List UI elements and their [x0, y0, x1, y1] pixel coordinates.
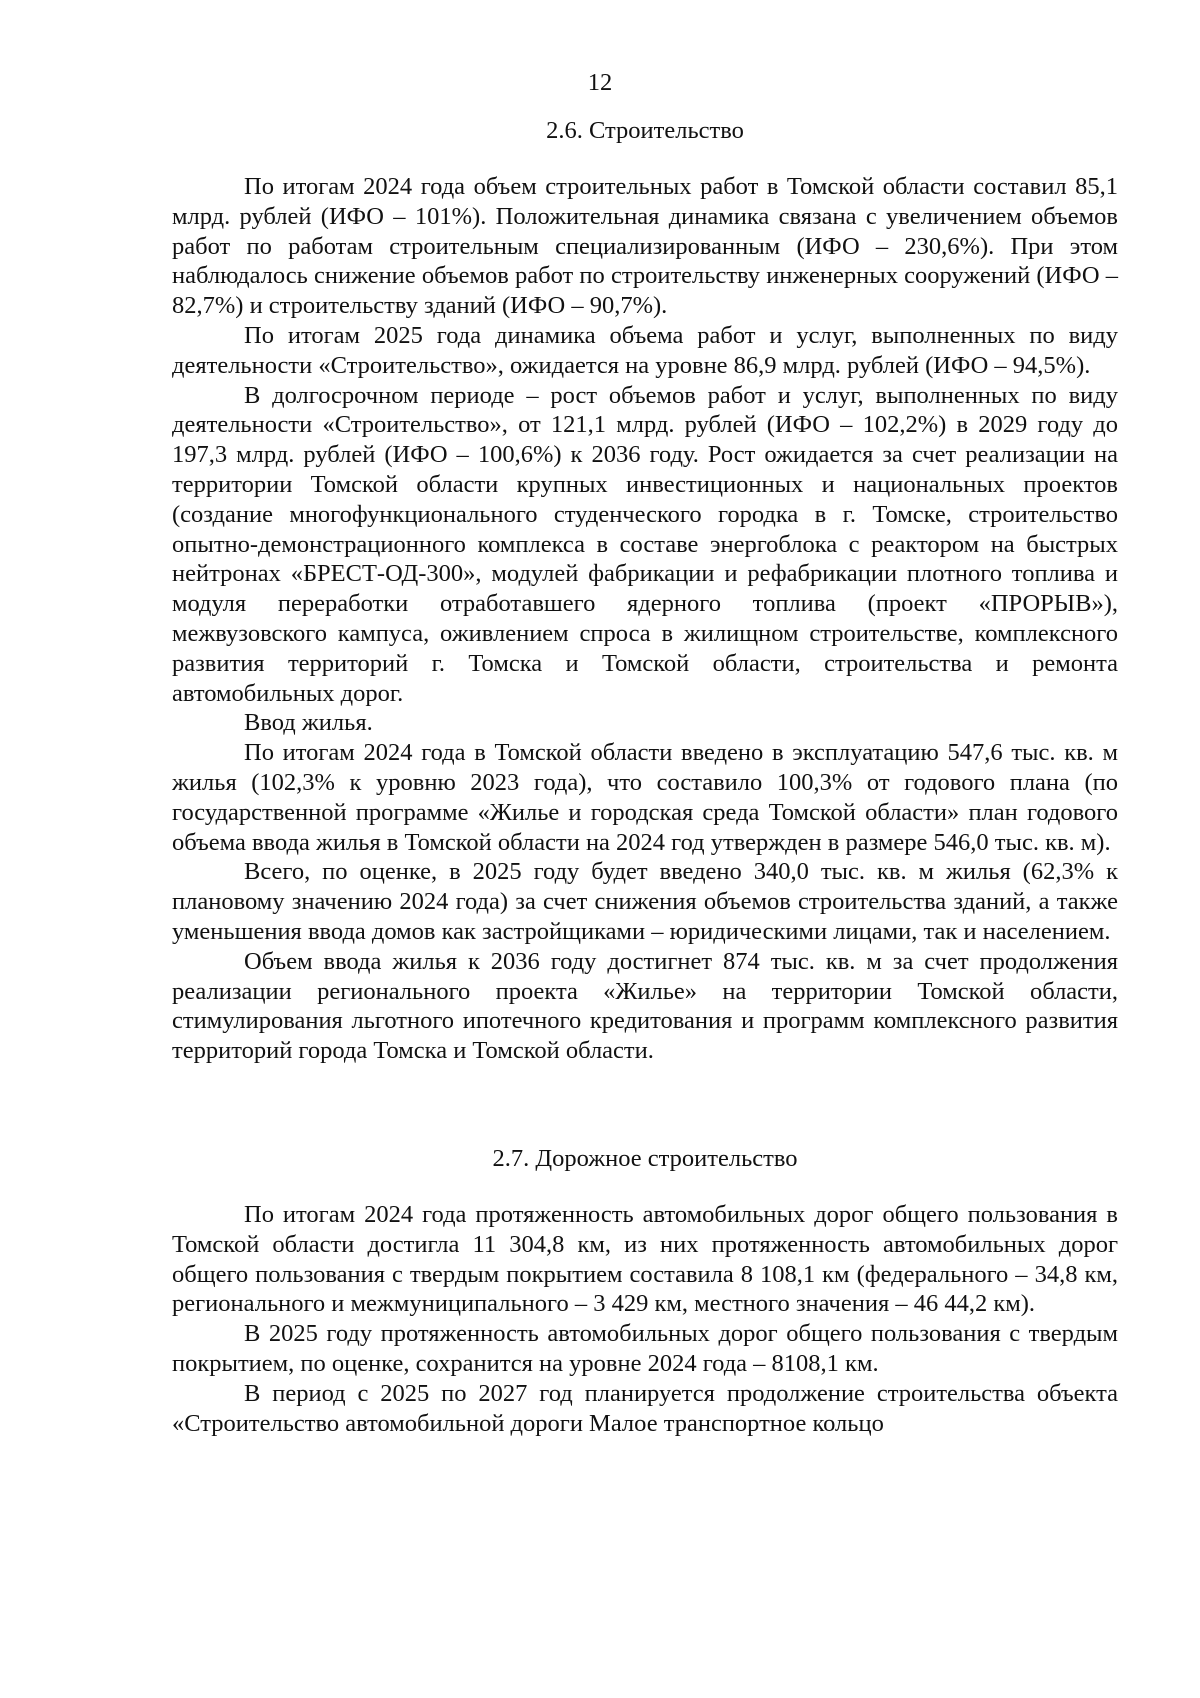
paragraph: По итогам 2024 года в Томской области введено в эксплуатацию 547,6 тыс. кв. м жилья (102,3% к уровню 2023 года), что составило 100,3% от годового плана (по государственной программе «Жилье и городская среда Томской области» план годового объема ввода жилья в Томской области на 2024 год утвержден в размере 546,0 тыс. кв. м). — [172, 739, 1118, 856]
paragraph: В долгосрочном периоде – рост объемов работ и услуг, выполненных по виду деятельности «Строительство», от 121,1 млрд. рублей (ИФО – 102,2%) в 2029 году до 197,3 млрд. рублей (ИФО – 100,6%) к 2036 году. Рост ожидается за счет реализации на территории Томской области крупных инвестиционных и национальных проектов (создание многофункционального студенческого городка в г. Томске, строительство опытно-демонстрационного комплекса в составе энергоблока с реактором на быстрых нейтронах «БРЕСТ-ОД-300», модулей фабрикации и рефабрикации плотного топлива и модуля переработки отработавшего ядерного топлива (проект «ПРОРЫВ»), межвузовского кампуса, оживлением спроса в жилищном строительстве, комплексного развития территорий г. Томска и Томской области, строительства и ремонта автомобильных дорог. — [172, 381, 1118, 707]
paragraph: Всего, по оценке, в 2025 году будет введено 340,0 тыс. кв. м жилья (62,3% к плановому значению 2024 года) за счет снижения объемов строительства зданий, а также уменьшения ввода домов как застройщиками – юридическими лицами, так и населением. — [172, 858, 1118, 945]
section-body-road-construction — [172, 1200, 1118, 1438]
section-heading-construction: 2.6. Строительство — [546, 117, 744, 144]
page-number: 12 — [587, 69, 613, 96]
section-body-construction — [172, 172, 1118, 1066]
paragraph: В период с 2025 по 2027 год планируется продолжение строительства объекта «Строительство автомобильной дороги Малое транспортное кольцо — [172, 1379, 1118, 1437]
section-heading-road-construction: 2.7. Дорожное строительство — [492, 1145, 798, 1172]
paragraph: Объем ввода жилья к 2036 году достигнет 874 тыс. кв. м за счет продолжения реализации регионального проекта «Жилье» на территории Томской области, стимулирования льготного ипотечного кредитования и программ комплексного развития территорий города Томска и Томской области. — [172, 947, 1118, 1065]
subheading-housing: Ввод жилья. — [244, 709, 373, 737]
paragraph: По итогам 2024 года протяженность автомобильных дорог общего пользования в Томской области достигла 11 304,8 км, из них протяженность автомобильных дорог общего пользования с твердым покрытием составила 8 108,1 км (федерального – 34,8 км, регионального и межмуниципального – 3 429 км, местного значения – 46 44,2 км). — [172, 1201, 1118, 1318]
paragraph: По итогам 2025 года динамика объема работ и услуг, выполненных по виду деятельности «Строительство», ожидается на уровне 86,9 млрд. рублей (ИФО – 94,5%). — [172, 321, 1118, 379]
paragraph: В 2025 году протяженность автомобильных дорог общего пользования с твердым покрытием, по оценке, сохранится на уровне 2024 года – 8108,1 км. — [172, 1320, 1118, 1377]
paragraph: По итогам 2024 года объем строительных работ в Томской области составил 85,1 млрд. рублей (ИФО – 101%). Положительная динамика связана с увеличением объемов работ по работам строительным специализированным (ИФО – 230,6%). При этом наблюдалось снижение объемов работ по строительству инженерных сооружений (ИФО – 82,7%) и строительству зданий (ИФО – 90,7%). — [172, 173, 1118, 320]
